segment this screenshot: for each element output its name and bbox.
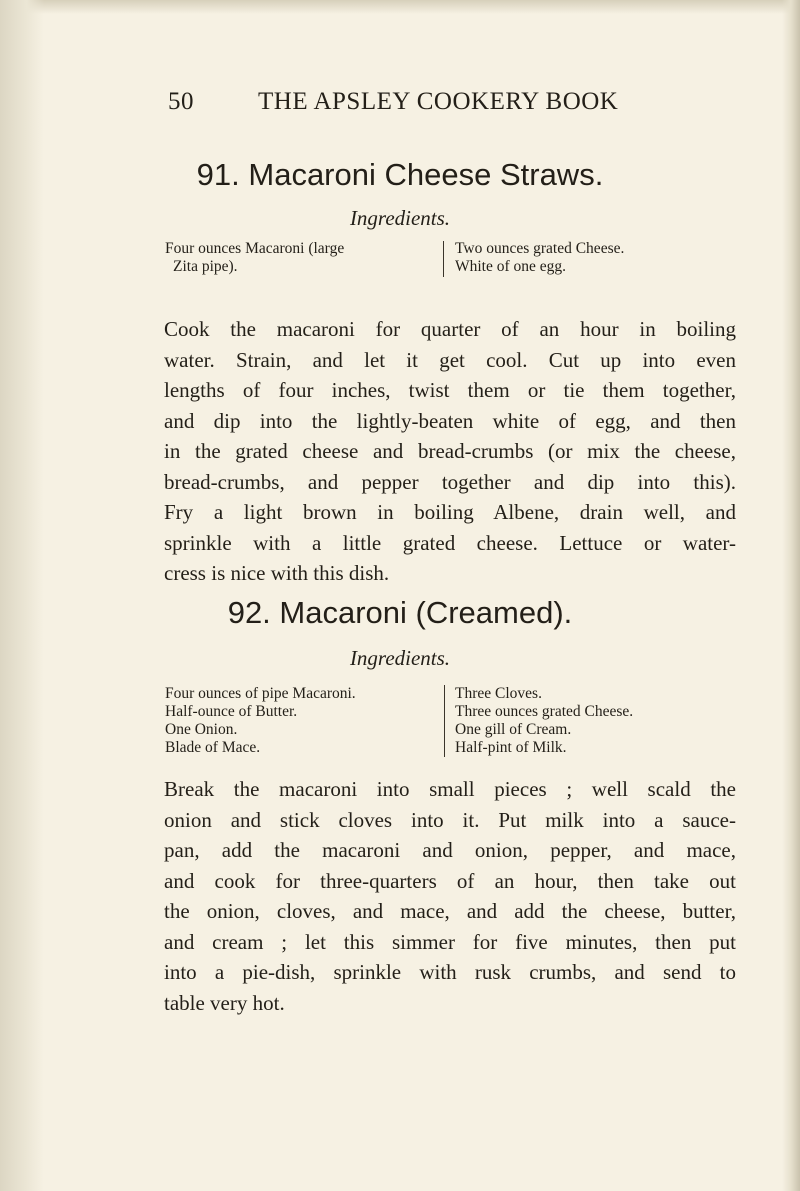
ingredient-line: Half-ounce of Butter.	[165, 703, 298, 720]
method-line: onion and stick cloves into it. Put milk into a sauce-	[164, 807, 736, 832]
ingredients-column-divider	[444, 685, 445, 757]
ingredient-line: Four ounces Macaroni (large	[165, 240, 345, 257]
recipe-91-method	[164, 314, 736, 589]
recipe-92-ingredients-right	[455, 685, 633, 757]
ingredient-line: White of one egg.	[455, 258, 567, 275]
running-head	[168, 88, 648, 122]
method-line: and cream ; let this simmer for five minutes, then put	[164, 929, 736, 954]
recipe-92-method	[164, 774, 736, 1018]
method-line: and dip into the lightly-beaten white of egg, and then	[164, 408, 736, 433]
recipe-91-title: 91. Macaroni Cheese Straws.	[196, 157, 604, 192]
recipe-92-title: 92. Macaroni (Creamed).	[227, 595, 573, 630]
method-line: sprinkle with a little grated cheese. Lettuce or water-	[164, 530, 736, 555]
method-line: water. Strain, and let it get cool. Cut up into even	[164, 347, 736, 372]
ingredient-line: One Onion.	[165, 721, 238, 738]
method-line: cress is nice with this dish.	[164, 561, 390, 585]
method-line: Fry a light brown in boiling Albene, drain well, and	[164, 500, 736, 524]
ingredient-line: Three ounces grated Cheese.	[455, 703, 634, 720]
method-line: and cook for three-quarters of an hour, then take out	[164, 868, 736, 893]
method-line: table very hot.	[164, 990, 285, 1015]
book-title: THE APSLEY COOKERY BOOK	[258, 88, 619, 115]
method-line: pan, add the macaroni and onion, pepper, and mace,	[164, 838, 736, 862]
page-number: 50	[168, 88, 194, 115]
method-line: Break the macaroni into small pieces ; well scald the	[164, 777, 736, 801]
method-line: Cook the macaroni for quarter of an hour in boiling	[164, 317, 736, 341]
ingredient-line: Three Cloves.	[455, 685, 542, 702]
ingredient-line: Four ounces of pipe Macaroni.	[165, 685, 356, 702]
method-line: the onion, cloves, and mace, and add the cheese, butter,	[164, 899, 736, 923]
recipe-91-ingredients-right	[455, 240, 624, 276]
method-line: in the grated cheese and bread-crumbs (or mix the cheese,	[164, 439, 736, 463]
recipe-92-ingredients-left	[165, 685, 356, 757]
method-line: lengths of four inches, twist them or tie them together,	[164, 378, 736, 402]
ingredient-line: One gill of Cream.	[455, 721, 572, 738]
ingredients-column-divider	[443, 241, 444, 277]
ingredient-line: Two ounces grated Cheese.	[455, 240, 625, 257]
ingredient-line: Half-pint of Milk.	[455, 739, 567, 756]
method-line: into a pie-dish, sprinkle with rusk crumbs, and send to	[164, 960, 736, 984]
recipe-91-ingredients-heading: Ingredients.	[349, 206, 451, 230]
recipe-91-ingredients-left	[165, 240, 344, 276]
recipe-92-ingredients-heading: Ingredients.	[349, 646, 451, 670]
ingredient-line: Zita pipe).	[173, 258, 238, 275]
ingredient-line: Blade of Mace.	[165, 739, 261, 756]
page-top-shadow	[0, 0, 800, 14]
method-line: bread-crumbs, and pepper together and dip into this).	[164, 469, 736, 494]
